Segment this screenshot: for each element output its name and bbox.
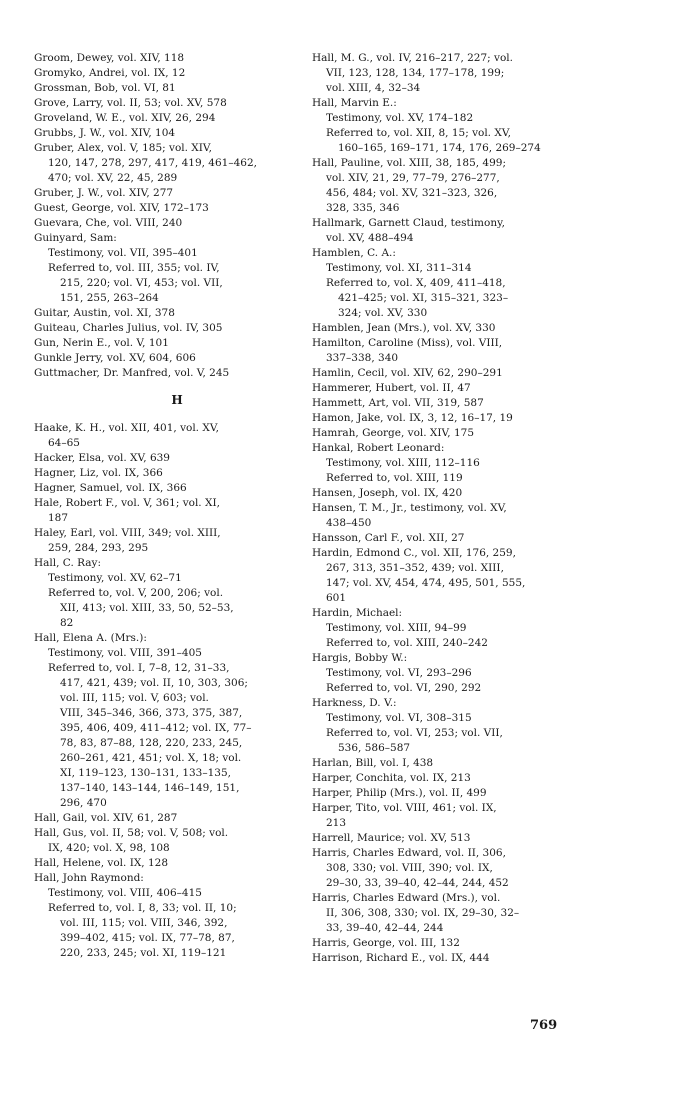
index-entry: Grubbs, J. W., vol. XIV, 104 [34, 127, 176, 139]
index-subentry: Referred to, vol. X, 409, 411–418, 421–425; vol. XI, 315–321, 323– 324; vol. XV, 330 [326, 277, 509, 319]
index-entry: Hall, Marvin E.: [312, 97, 397, 109]
index-entry: Hall, M. G., vol. IV, 216–217, 227; vol. VII, 123, 128, 134, 177–178, 199; vol. XIII, 4, 32–34 [312, 52, 513, 94]
index-subentry: Testimony, vol. VI, 293–296 [326, 667, 472, 679]
index-entry: Harper, Tito, vol. VIII, 461; vol. IX, 213 [312, 802, 497, 829]
h-entries [34, 421, 320, 961]
index-entry: Hammerer, Hubert, vol. II, 47 [312, 382, 471, 394]
index-entry: Gromyko, Andrei, vol. IX, 12 [34, 67, 186, 79]
index-entry: Gruber, J. W., vol. XIV, 277 [34, 187, 174, 199]
index-entry: Harlan, Bill, vol. I, 438 [312, 757, 434, 769]
index-entry: Gun, Nerin E., vol. V, 101 [34, 337, 169, 349]
index-entry: Harrell, Maurice; vol. XV, 513 [312, 832, 471, 844]
index-subentry: Referred to, vol. V, 200, 206; vol. XII, 413; vol. XIII, 33, 50, 52–53, 82 [48, 587, 234, 629]
index-entry: Hall, C. Ray: [34, 557, 102, 569]
index-entry: Groveland, W. E., vol. XIV, 26, 294 [34, 112, 216, 124]
index-entry: Hall, Elena A. (Mrs.): [34, 632, 147, 644]
index-subentry: Testimony, vol. XIII, 94–99 [326, 622, 467, 634]
index-entry: Hamrah, George, vol. XIV, 175 [312, 427, 475, 439]
index-entry: Hale, Robert F., vol. V, 361; vol. XI, 187 [34, 497, 220, 524]
index-subentry: Referred to, vol. VI, 290, 292 [326, 682, 482, 694]
index-entry: Harris, George, vol. III, 132 [312, 937, 460, 949]
index-entry: Hall, Gail, vol. XIV, 61, 287 [34, 812, 178, 824]
index-subentry: Referred to, vol. I, 8, 33; vol. II, 10; vol. III, 115; vol. VIII, 346, 392, 399–402, 415; vol. IX, 77–78, 87, 220, 233, 245; vol. XI, 119–121 [48, 902, 237, 959]
left-column [34, 51, 320, 961]
index-subentry: Testimony, vol. VI, 308–315 [326, 712, 472, 724]
index-entry: Guest, George, vol. XIV, 172–173 [34, 202, 209, 214]
right-column [312, 51, 598, 966]
index-subentry: Testimony, vol. VIII, 391–405 [48, 647, 202, 659]
section-letter: H [171, 393, 183, 407]
index-entry: Hagner, Samuel, vol. IX, 366 [34, 482, 187, 494]
index-subentry: Testimony, vol. VIII, 406–415 [48, 887, 202, 899]
index-entry: Guttmacher, Dr. Manfred, vol. V, 245 [34, 367, 230, 379]
index-subentry: Testimony, vol. XIII, 112–116 [326, 457, 480, 469]
page-number: 769 [530, 1018, 558, 1033]
index-subentry: Referred to, vol. XIII, 119 [326, 472, 463, 484]
h-entries-continued [312, 51, 598, 966]
index-entry: Hamilton, Caroline (Miss), vol. VIII, 337–338, 340 [312, 337, 503, 364]
index-entry: Hamon, Jake, vol. IX, 3, 12, 16–17, 19 [312, 412, 513, 424]
index-entry: Grove, Larry, vol. II, 53; vol. XV, 578 [34, 97, 227, 109]
index-entry: Harris, Charles Edward, vol. II, 306, 308, 330; vol. VIII, 390; vol. IX, 29–30, 33, 39–40, 42–44, 244, 452 [312, 847, 509, 889]
index-entry: Hall, Helene, vol. IX, 128 [34, 857, 169, 869]
index-entry: Harris, Charles Edward (Mrs.), vol. II, 306, 308, 330; vol. IX, 29–30, 32– 33, 39–40, 42–44, 244 [312, 892, 520, 934]
index-entry: Haake, K. H., vol. XII, 401, vol. XV, 64–65 [34, 422, 219, 449]
index-entry: Hardin, Michael: [312, 607, 403, 619]
index-entry: Hansen, T. M., Jr., testimony, vol. XV, 438–450 [312, 502, 507, 529]
index-entry: Hansson, Carl F., vol. XII, 27 [312, 532, 465, 544]
index-entry: Hall, John Raymond: [34, 872, 144, 884]
index-subentry: Testimony, vol. VII, 395–401 [48, 247, 198, 259]
index-entry: Harper, Philip (Mrs.), vol. II, 499 [312, 787, 487, 799]
g-entries [34, 51, 320, 381]
index-entry: Hacker, Elsa, vol. XV, 639 [34, 452, 170, 464]
index-entry: Guitar, Austin, vol. XI, 378 [34, 307, 175, 319]
index-entry: Hargis, Bobby W.: [312, 652, 408, 664]
index-entry: Harkness, D. V.: [312, 697, 397, 709]
index-entry: Groom, Dewey, vol. XIV, 118 [34, 52, 185, 64]
index-entry: Hall, Pauline, vol. XIII, 38, 185, 499; vol. XIV, 21, 29, 77–79, 276–277, 456, 484; vol. XV, 321–323, 326, 328, 335, 346 [312, 157, 507, 214]
index-subentry: Referred to, vol. XIII, 240–242 [326, 637, 488, 649]
index-entry: Hammett, Art, vol. VII, 319, 587 [312, 397, 484, 409]
index-entry: Gruber, Alex, vol. V, 185; vol. XIV, 120, 147, 278, 297, 417, 419, 461–462, 470; vol. XV, 22, 45, 289 [34, 142, 257, 184]
index-entry: Hallmark, Garnett Claud, testimony, vol. XV, 488–494 [312, 217, 505, 244]
index-entry: Guiteau, Charles Julius, vol. IV, 305 [34, 322, 223, 334]
index-entry: Hankal, Robert Leonard: [312, 442, 445, 454]
index-entry: Harper, Conchita, vol. IX, 213 [312, 772, 471, 784]
index-entry: Hamblen, C. A.: [312, 247, 396, 259]
index-subentry: Referred to, vol. I, 7–8, 12, 31–33, 417, 421, 439; vol. II, 10, 303, 306; vol. III, 115; vol. V, 603; vol. VIII, 345–346, 366, 373, 375, 387, 395, 406, 409, 411–412; vol. IX, 77– 78, 83, 87–88, 128, 220, 233, 245, 260–261, 421, 451; vol. X, 18; vol. XI, 119–123, 130–131, 133–135, 137–140, 143–144, 146–149, 151, 296, 470 [48, 662, 252, 809]
index-entry: Hagner, Liz, vol. IX, 366 [34, 467, 163, 479]
index-entry: Hamlin, Cecil, vol. XIV, 62, 290–291 [312, 367, 503, 379]
index-entry: Guinyard, Sam: [34, 232, 117, 244]
index-entry: Hardin, Edmond C., vol. XII, 176, 259, 267, 313, 351–352, 439; vol. XIII, 147; vol. XV, 454, 474, 495, 501, 555, 601 [312, 547, 526, 604]
index-subentry: Testimony, vol. XI, 311–314 [326, 262, 472, 274]
index-subentry: Testimony, vol. XV, 62–71 [48, 572, 182, 584]
index-entry: Grossman, Bob, vol. VI, 81 [34, 82, 176, 94]
index-subentry: Referred to, vol. VI, 253; vol. VII, 536, 586–587 [326, 727, 503, 754]
index-entry: Hall, Gus, vol. II, 58; vol. V, 508; vol. IX, 420; vol. X, 98, 108 [34, 827, 229, 854]
index-entry: Guevara, Che, vol. VIII, 240 [34, 217, 183, 229]
index-subentry: Referred to, vol. XII, 8, 15; vol. XV, 160–165, 169–171, 174, 176, 269–274 [326, 127, 541, 154]
index-entry: Haley, Earl, vol. VIII, 349; vol. XIII, 259, 284, 293, 295 [34, 527, 221, 554]
index-entry: Hamblen, Jean (Mrs.), vol. XV, 330 [312, 322, 496, 334]
index-subentry: Testimony, vol. XV, 174–182 [326, 112, 474, 124]
index-entry: Gunkle Jerry, vol. XV, 604, 606 [34, 352, 196, 364]
index-entry: Harrison, Richard E., vol. IX, 444 [312, 952, 490, 964]
index-entry: Hansen, Joseph, vol. IX, 420 [312, 487, 463, 499]
index-subentry: Referred to, vol. III, 355; vol. IV, 215, 220; vol. VI, 453; vol. VII, 151, 255, 263–264 [48, 262, 223, 304]
